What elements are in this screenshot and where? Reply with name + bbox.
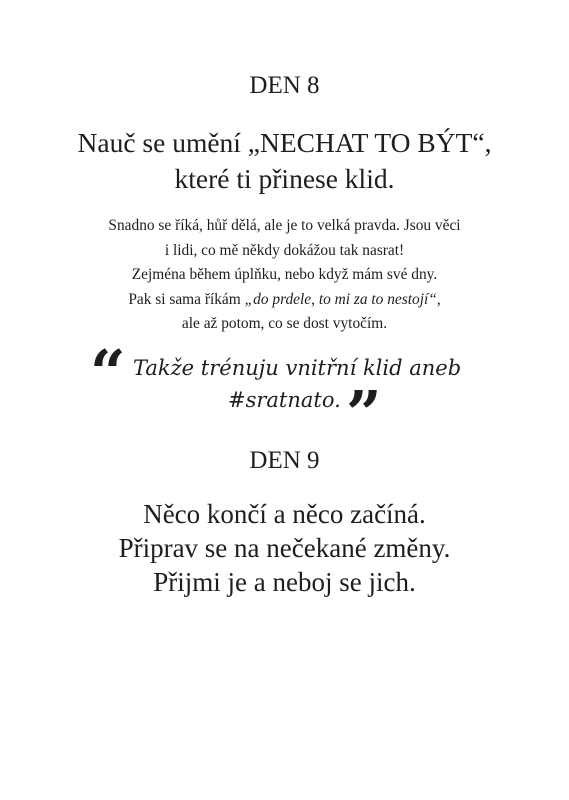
- day-8-body-line-4: [0, 288, 569, 313]
- day-9-heading: DEN 9: [249, 447, 320, 474]
- day-8-body-line-2: i lidi, co mě někdy dokážou tak nasrat!: [164, 241, 405, 259]
- opening-quote-mark-icon: “: [90, 336, 126, 409]
- day-9-title-line-1: Něco končí a něco začíná.: [143, 499, 426, 529]
- closing-quote-mark-icon: ”: [346, 377, 382, 450]
- day-8-title-line-1: Nauč se umění „NECHAT TO BÝT“,: [77, 127, 492, 158]
- day-8-body-line-4-suffix: ,: [436, 290, 441, 308]
- day-8-body-line-1: Snadno se říká, hůř dělá, ale je to velká pravda. Jsou věci: [108, 217, 461, 234]
- day-8-title: [0, 125, 569, 197]
- day-8-body: [0, 214, 569, 337]
- day-9-title-line-3: Přijmi je a neboj se jich.: [153, 567, 416, 597]
- day-8-title-line-2: které ti přinese klid.: [174, 163, 395, 194]
- day-9-title-line-2: Připrav se na nečekané změny.: [118, 533, 451, 563]
- quote-line-2: #sratnato.: [228, 388, 341, 412]
- day-8-body-line-3: Zejména během úplňku, nebo když mám své dny.: [131, 266, 438, 283]
- day-8-heading: DEN 8: [249, 72, 320, 99]
- day-8-body-line-4-italic: „do prdele, to mi za to nestojí“: [244, 290, 437, 308]
- day-9-title: [0, 497, 569, 599]
- day-8-body-line-5: ale až potom, co se dost vytočím.: [181, 315, 388, 332]
- quote-line-1: Takže trénuju vnitřní klid aneb: [133, 356, 462, 380]
- day-8-body-line-4-prefix: Pak si sama říkám: [128, 290, 245, 308]
